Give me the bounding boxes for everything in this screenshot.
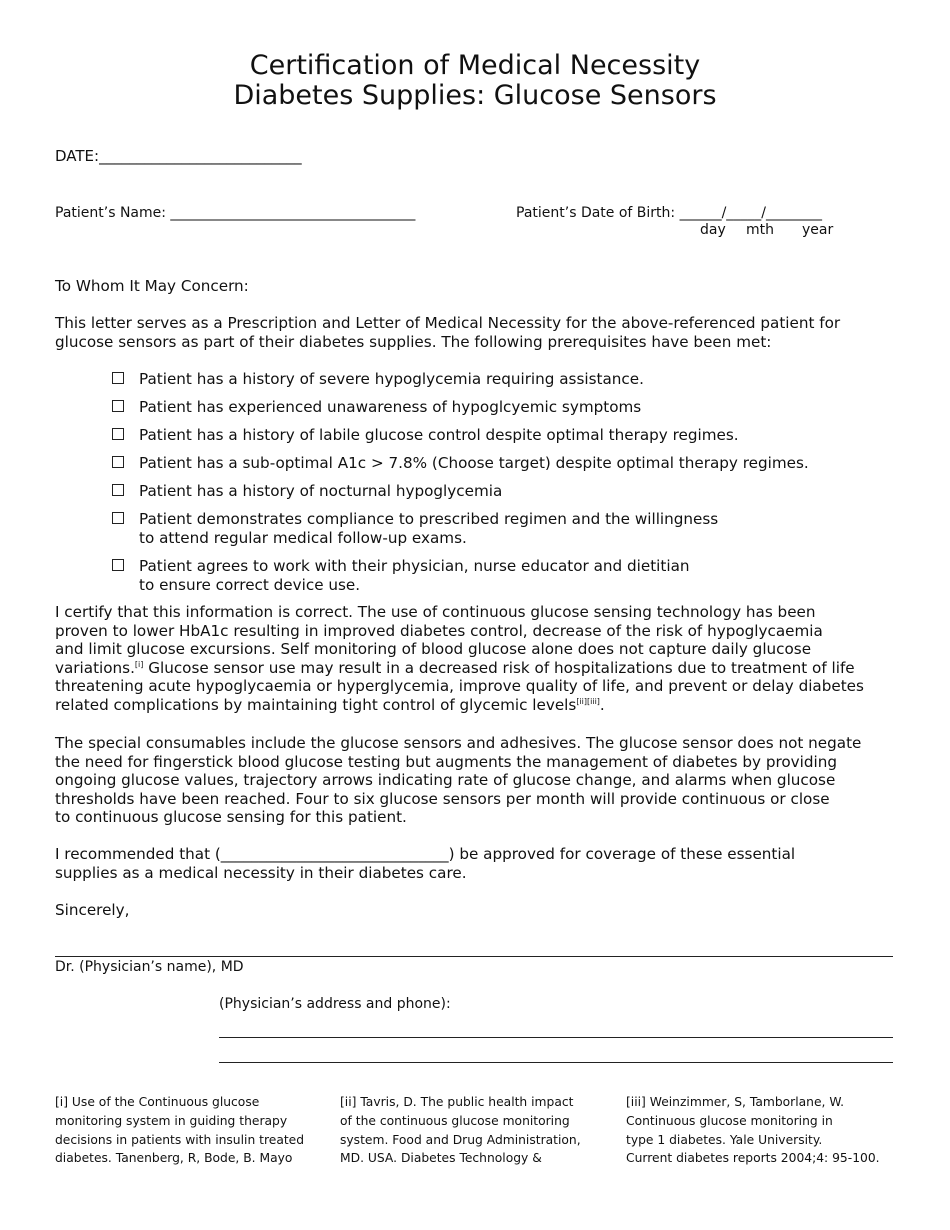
intro-line: This letter serves as a Prescription and Letter of Medical Necessity for the above-referenced patient for: [55, 314, 841, 332]
checklist-item-label: Patient has experienced unawareness of hypoglcyemic symptoms: [139, 398, 642, 416]
checkbox[interactable]: [112, 372, 124, 384]
footnote-line: monitoring system in guiding therapy: [55, 1113, 288, 1128]
intro-paragraph: [55, 314, 905, 351]
paragraph-line: thresholds have been reached. Four to six glucose sensors per month will provide continuous or close: [55, 789, 830, 808]
dob-field[interactable]: Patient’s Date of Birth: ______/_____/________: [516, 205, 823, 221]
footnote-line: decisions in patients with insulin treated: [55, 1132, 305, 1147]
dob-year-label: year: [802, 222, 834, 238]
footnote-line: Continuous glucose monitoring in: [626, 1113, 833, 1128]
dob-month-label: mth: [746, 222, 774, 238]
checkbox[interactable]: [112, 484, 124, 496]
paragraph-line: and limit glucose excursions. Self monitoring of blood glucose alone does not capture daily glucose: [55, 640, 812, 659]
footnote-line: type 1 diabetes. Yale University.: [626, 1132, 823, 1147]
address-line-2[interactable]: [219, 1062, 893, 1063]
paragraph-text: related complications by maintaining tight control of glycemic levels: [55, 695, 577, 714]
checkbox[interactable]: [112, 512, 124, 524]
paragraph-line: I certify that this information is correct. The use of continuous glucose sensing technology has been: [55, 603, 816, 621]
salutation: To Whom It May Concern:: [55, 277, 249, 295]
paragraph-line: proven to lower HbA1c resulting in improved diabetes control, decrease of the risk of hypoglycaemia: [55, 621, 823, 640]
checklist-item-label: Patient has a history of nocturnal hypoglycemia: [139, 482, 503, 500]
physician-name-label: Dr. (Physician’s name), MD: [55, 959, 244, 975]
checkbox[interactable]: [112, 456, 124, 468]
address-line-1[interactable]: [219, 1037, 893, 1038]
paragraph-line: supplies as a medical necessity in their diabetes care.: [55, 863, 467, 882]
footnote-3: [626, 1093, 880, 1168]
checklist-item-label: Patient demonstrates compliance to prescribed regimen and the willingness: [139, 510, 719, 528]
paragraph-text: variations.: [55, 658, 135, 677]
footnote-line: [ii] Tavris, D. The public health impact: [340, 1095, 574, 1109]
patient-name-field[interactable]: Patient’s Name: ___________________________________: [55, 205, 416, 221]
page-subtitle: Diabetes Supplies: Glucose Sensors: [233, 80, 717, 111]
signature-line[interactable]: [55, 956, 893, 957]
paragraph-line: [55, 659, 905, 678]
page-title: Certification of Medical Necessity: [249, 50, 701, 81]
footnote-2: [340, 1093, 581, 1168]
consumables-paragraph: [55, 734, 905, 827]
checkbox[interactable]: [112, 559, 124, 571]
physician-address-label: (Physician’s address and phone):: [219, 996, 451, 1012]
footnote-ref[interactable]: [ii][iii]: [576, 696, 600, 706]
footnote-line: system. Food and Drug Administration,: [340, 1132, 581, 1147]
paragraph-line: the need for fingerstick blood glucose testing but augments the management of diabetes by providing: [55, 752, 838, 771]
paragraph-line: [55, 696, 905, 715]
footnote-line: MD. USA. Diabetes Technology &: [340, 1151, 542, 1166]
paragraph-text: Glucose sensor use may result in a decreased risk of hospitalizations due to treatment of life: [143, 658, 855, 677]
checklist-item-label: Patient has a history of labile glucose control despite optimal therapy regimes.: [139, 426, 739, 444]
checklist-item-label: to attend regular medical follow-up exams.: [139, 528, 467, 547]
recommendation-paragraph[interactable]: [55, 845, 905, 882]
checklist-item-label: Patient has a sub-optimal A1c > 7.8% (Choose target) despite optimal therapy regimes.: [139, 454, 809, 472]
checkbox[interactable]: [112, 428, 124, 440]
paragraph-line: ongoing glucose values, trajectory arrows indicating rate of glucose change, and alarms when glucose: [55, 771, 836, 790]
footnote-line: [iii] Weinzimmer, S, Tamborlane, W.: [626, 1095, 845, 1109]
footnote-line: diabetes. Tanenberg, R, Bode, B. Mayo: [55, 1151, 293, 1166]
footnote-line: [i] Use of the Continuous glucose: [55, 1095, 260, 1109]
paragraph-line: to continuous glucose sensing for this patient.: [55, 808, 407, 827]
paragraph-line: The special consumables include the glucose sensors and adhesives. The glucose sensor does not negate: [55, 734, 862, 752]
checklist-item-label: to ensure correct device use.: [139, 575, 361, 594]
footnote-ref[interactable]: [i]: [134, 659, 144, 669]
paragraph-text: .: [599, 695, 605, 714]
closing: Sincerely,: [55, 901, 130, 919]
checklist-item-label: Patient has a history of severe hypoglycemia requiring assistance.: [139, 370, 644, 388]
dob-day-label: day: [700, 222, 726, 238]
checklist-item-label: Patient agrees to work with their physician, nurse educator and dietitian: [139, 557, 690, 575]
footnote-1: [55, 1093, 304, 1168]
paragraph-line: threatening acute hypoglycaemia or hyperglycemia, improve quality of life, and prevent or delay diabetes: [55, 677, 864, 696]
checkbox[interactable]: [112, 400, 124, 412]
certification-paragraph: [55, 603, 905, 715]
footnote-line: Current diabetes reports 2004;4: 95-100.: [626, 1151, 880, 1166]
footnote-line: of the continuous glucose monitoring: [340, 1113, 570, 1128]
date-field[interactable]: DATE:___________________________: [55, 147, 302, 165]
paragraph-line[interactable]: I recommended that (______________________________) be approved for coverage of these essential: [55, 845, 796, 863]
intro-line: glucose sensors as part of their diabetes supplies. The following prerequisites have been met:: [55, 332, 772, 351]
